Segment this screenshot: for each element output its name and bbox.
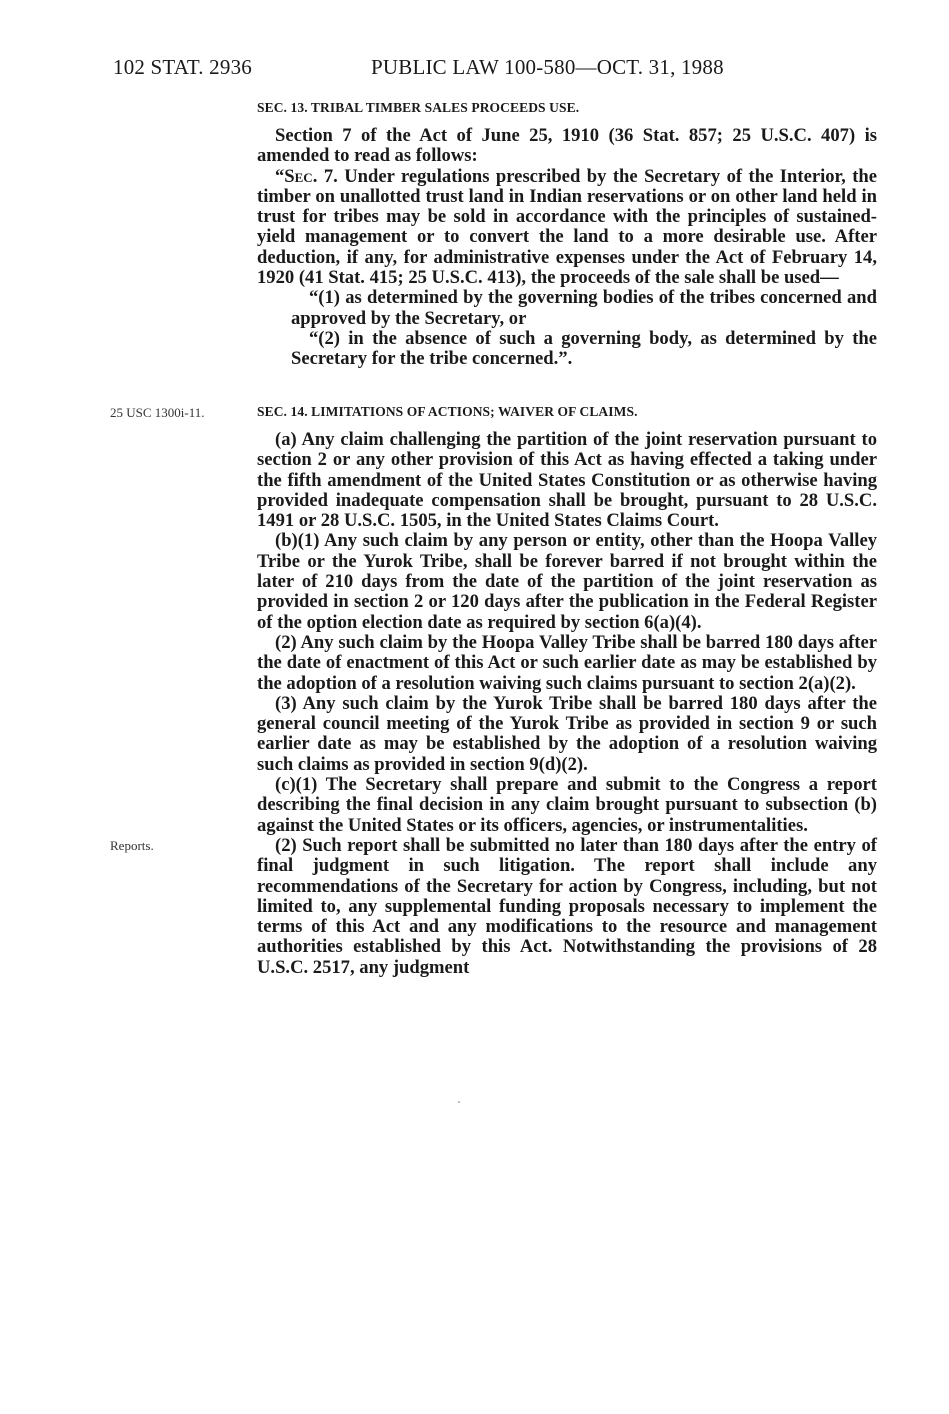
section-14-subsection-b2: (2) Any such claim by the Hoopa Valley Tribe shall be barred 180 days after the date of enactment of this Act or such earlier date as may be established by the adoption of a resolution waiving such claims pursuant to section 2(a)(2).	[257, 631, 877, 694]
section-14-subsection-b3: (3) Any such claim by the Yurok Tribe shall be barred 180 days after the general council meeting of the Yurok Tribe as provided in section 9 or such earlier date as may be established by the adoption of a resolution waiving such claims as provided in section 9(d)(2).	[257, 692, 877, 775]
small-caps-sec: ec	[294, 165, 313, 187]
section-14-subsection-c2: (2) Such report shall be submitted no later than 180 days after the entry of final judgment in such litigation. The report shall include any recommendations of the Secretary for action by Congress, including, but not limited to, any supplemental funding proposals necessary to implement the terms of this Act and any modifications to the resource and management authorities established by this Act. Notwithstanding the provisions of 28 U.S.C. 2517, any judgment	[257, 834, 877, 978]
stat-page-number: 102 STAT. 2936	[113, 55, 252, 79]
section-13-paragraph-2	[257, 167, 877, 289]
section-13-paragraph-2-text: . 7. Under regulations prescribed by the Secretary of the Interior, the timber on unallotted trust land in Indian reservations or on other land held in trust for tribes may be sold in accordance with the principles of sustained-yield management or to convert the land to a more desirable use. After deduction, if any, for administrative expenses under the Act of February 14, 1920 (41 Stat. 415; 25 U.S.C. 413), the proceeds of the sale shall be used—	[257, 165, 877, 289]
section-13	[257, 100, 877, 116]
section-14-subsection-c1: (c)(1) The Secretary shall prepare and submit to the Congress a report describing the final decision in any claim brought pursuant to subsection (b) against the United States or its officers, agencies, or instrumentalities.	[257, 774, 877, 836]
page-header	[113, 55, 873, 83]
section-14-subsection-b1: (b)(1) Any such claim by any person or entity, other than the Hoopa Valley Tribe or the Yurok Tribe, shall be forever barred if not brought within the later of 210 days from the date of the partition of the joint reservation as provided in section 2 or 120 days after the publication in the Federal Register of the option election date as required by section 6(a)(4).	[257, 530, 877, 633]
section-14	[257, 404, 877, 420]
section-13-paragraph-1: Section 7 of the Act of June 25, 1910 (36 Stat. 857; 25 U.S.C. 407) is amended to read as follows:	[257, 125, 877, 167]
section-14-heading: SEC. 14. LIMITATIONS OF ACTIONS; WAIVER OF CLAIMS.	[257, 404, 638, 419]
reports-margin-note: Reports.	[110, 838, 154, 853]
section-13-body	[257, 126, 877, 370]
public-law-date: PUBLIC LAW 100-580—OCT. 31, 1988	[371, 55, 724, 79]
section-13-item-2: “(2) in the absence of such a governing body, as determined by the Secretary for the tribe concerned.”.	[291, 327, 877, 370]
section-14-subsection-a: (a) Any claim challenging the partition of the joint reservation pursuant to section 2 or any other provision of this Act as having effected a taking under the fifth amendment of the United States Constitution or as otherwise having provided inadequate compensation shall be brought, pursuant to 28 U.S.C. 1491 or 28 U.S.C. 1505, in the United States Claims Court.	[257, 429, 877, 532]
scan-speck	[458, 1101, 460, 1103]
section-13-heading: SEC. 13. TRIBAL TIMBER SALES PROCEEDS USE.	[257, 100, 580, 115]
usc-citation-margin-note: 25 USC 1300i-11.	[110, 405, 205, 420]
section-14-body	[257, 430, 877, 978]
section-13-item-1: “(1) as determined by the governing bodies of the tribes concerned and approved by the Secretary, or	[291, 287, 877, 329]
quote-lead: “S	[275, 165, 295, 187]
